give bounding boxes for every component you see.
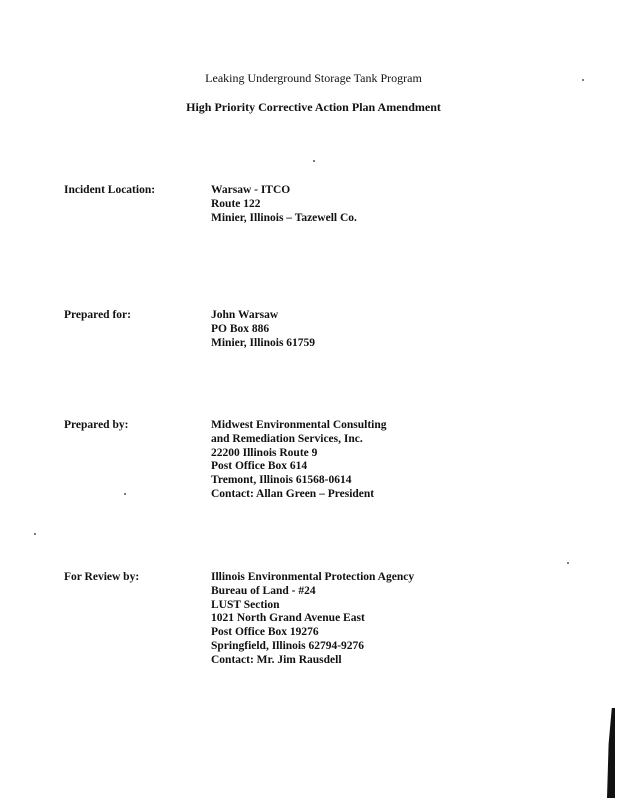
review-by-line: LUST Section: [211, 598, 280, 611]
review-by-line: 1021 North Grand Avenue East: [211, 612, 365, 625]
review-by-line: Springfield, Illinois 62794-9276: [211, 639, 365, 652]
scan-edge-mark: [607, 708, 615, 798]
scan-speck: [567, 562, 569, 564]
review-by-block: [211, 571, 414, 668]
review-by-line: Illinois Environmental Protection Agency: [211, 571, 415, 583]
scan-speck: [313, 160, 315, 162]
document-title: High Priority Corrective Action Plan Amendment: [186, 100, 441, 114]
review-by-label: For Review by:: [64, 571, 140, 583]
prepared-for-block: [211, 309, 315, 350]
scan-speck: [34, 533, 36, 535]
incident-line: Route 122: [211, 197, 261, 210]
prepared-by-line: Post Office Box 614: [211, 460, 308, 473]
scan-speck: [582, 79, 584, 81]
review-by-line: Post Office Box 19276: [211, 626, 319, 639]
prepared-by-line: Contact: Allan Green – President: [211, 487, 375, 500]
review-by-line: Contact: Mr. Jim Rausdell: [211, 653, 342, 666]
prepared-by-line: Midwest Environmental Consulting: [211, 419, 387, 431]
prepared-by-line: 22200 Illinois Route 9: [211, 446, 318, 459]
prepared-for-line: John Warsaw: [211, 309, 279, 321]
prepared-for-line: Minier, Illinois 61759: [211, 336, 316, 349]
prepared-by-line: and Remediation Services, Inc.: [211, 432, 363, 445]
prepared-for-line: PO Box 886: [211, 322, 270, 335]
incident-location-block: [211, 184, 357, 225]
prepared-by-label: Prepared by:: [64, 419, 129, 431]
incident-location-label: Incident Location:: [64, 184, 156, 196]
scan-speck: [124, 493, 126, 495]
program-title: Leaking Underground Storage Tank Program: [205, 71, 422, 85]
prepared-by-block: [211, 419, 387, 502]
incident-line: Warsaw - ITCO: [211, 184, 291, 196]
incident-line: Minier, Illinois – Tazewell Co.: [211, 211, 357, 224]
review-by-line: Bureau of Land - #24: [211, 584, 316, 597]
prepared-by-line: Tremont, Illinois 61568-0614: [211, 474, 352, 487]
prepared-for-label: Prepared for:: [64, 309, 131, 321]
